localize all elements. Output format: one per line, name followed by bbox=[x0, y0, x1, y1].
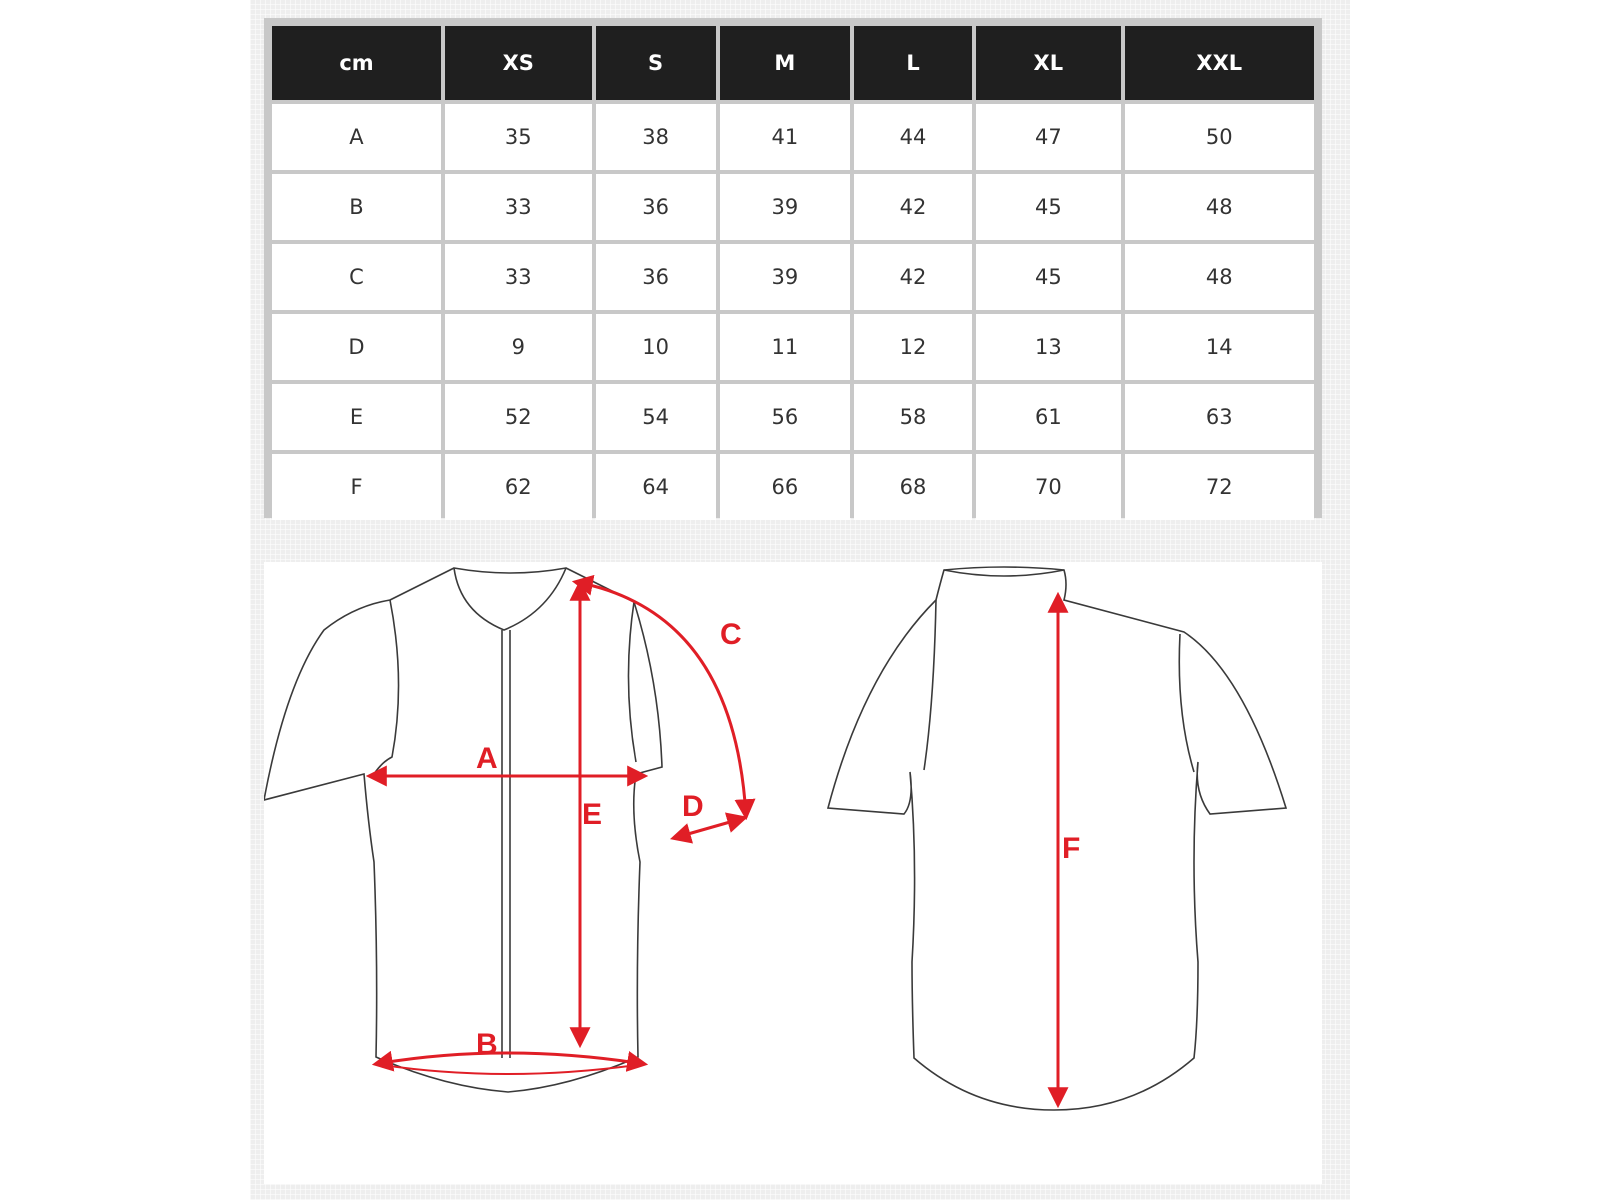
label-f: F bbox=[1062, 832, 1081, 865]
label-d: D bbox=[682, 790, 704, 823]
size-chart-table bbox=[264, 18, 1322, 518]
table-cell: 52 bbox=[445, 384, 592, 450]
table-cell: 33 bbox=[445, 244, 592, 310]
table-cell: 35 bbox=[445, 104, 592, 170]
table-cell: 36 bbox=[596, 244, 716, 310]
table-cell: 45 bbox=[976, 174, 1121, 240]
table-cell: 70 bbox=[976, 454, 1121, 520]
table-cell: 72 bbox=[1125, 454, 1314, 520]
table-cell: 68 bbox=[854, 454, 972, 520]
label-e: E bbox=[582, 798, 603, 831]
label-a: A bbox=[476, 742, 498, 775]
table-cell: 13 bbox=[976, 314, 1121, 380]
table-cell: 61 bbox=[976, 384, 1121, 450]
jersey-measurement-diagram bbox=[264, 562, 1322, 1184]
table-cell: 50 bbox=[1125, 104, 1314, 170]
table-cell: 56 bbox=[720, 384, 850, 450]
table-cell: 48 bbox=[1125, 174, 1314, 240]
table-header-row bbox=[272, 26, 1314, 100]
label-c: C bbox=[720, 618, 742, 651]
row-label: C bbox=[272, 244, 441, 310]
table-cell: 42 bbox=[854, 244, 972, 310]
table-cell: 14 bbox=[1125, 314, 1314, 380]
table-row bbox=[272, 314, 1314, 380]
table-cell: 42 bbox=[854, 174, 972, 240]
table-cell: 9 bbox=[445, 314, 592, 380]
table-row bbox=[272, 454, 1314, 520]
table-cell: 54 bbox=[596, 384, 716, 450]
row-label: F bbox=[272, 454, 441, 520]
table-row bbox=[272, 384, 1314, 450]
header-cell-s: S bbox=[596, 26, 716, 100]
table-cell: 58 bbox=[854, 384, 972, 450]
table-row bbox=[272, 244, 1314, 310]
row-label: A bbox=[272, 104, 441, 170]
table-row bbox=[272, 174, 1314, 240]
header-cell-xs: XS bbox=[445, 26, 592, 100]
table-cell: 39 bbox=[720, 244, 850, 310]
header-cell-xxl: XXL bbox=[1125, 26, 1314, 100]
row-label: D bbox=[272, 314, 441, 380]
table-cell: 62 bbox=[445, 454, 592, 520]
table-cell: 36 bbox=[596, 174, 716, 240]
table-cell: 11 bbox=[720, 314, 850, 380]
row-label: E bbox=[272, 384, 441, 450]
diagram-canvas bbox=[264, 562, 1322, 1184]
table-cell: 64 bbox=[596, 454, 716, 520]
table-cell: 10 bbox=[596, 314, 716, 380]
front-body bbox=[264, 568, 662, 1092]
table-cell: 47 bbox=[976, 104, 1121, 170]
table-cell: 12 bbox=[854, 314, 972, 380]
table-cell: 63 bbox=[1125, 384, 1314, 450]
header-cell-unit: cm bbox=[272, 26, 441, 100]
table-cell: 44 bbox=[854, 104, 972, 170]
table-cell: 41 bbox=[720, 104, 850, 170]
jersey-front-outline bbox=[264, 568, 662, 1092]
size-table bbox=[268, 22, 1318, 524]
table-cell: 38 bbox=[596, 104, 716, 170]
row-label: B bbox=[272, 174, 441, 240]
table-cell: 45 bbox=[976, 244, 1121, 310]
table-cell: 48 bbox=[1125, 244, 1314, 310]
header-cell-l: L bbox=[854, 26, 972, 100]
header-cell-m: M bbox=[720, 26, 850, 100]
label-b: B bbox=[476, 1028, 498, 1061]
table-cell: 39 bbox=[720, 174, 850, 240]
table-cell: 33 bbox=[445, 174, 592, 240]
table-row bbox=[272, 104, 1314, 170]
table-cell: 66 bbox=[720, 454, 850, 520]
header-cell-xl: XL bbox=[976, 26, 1121, 100]
